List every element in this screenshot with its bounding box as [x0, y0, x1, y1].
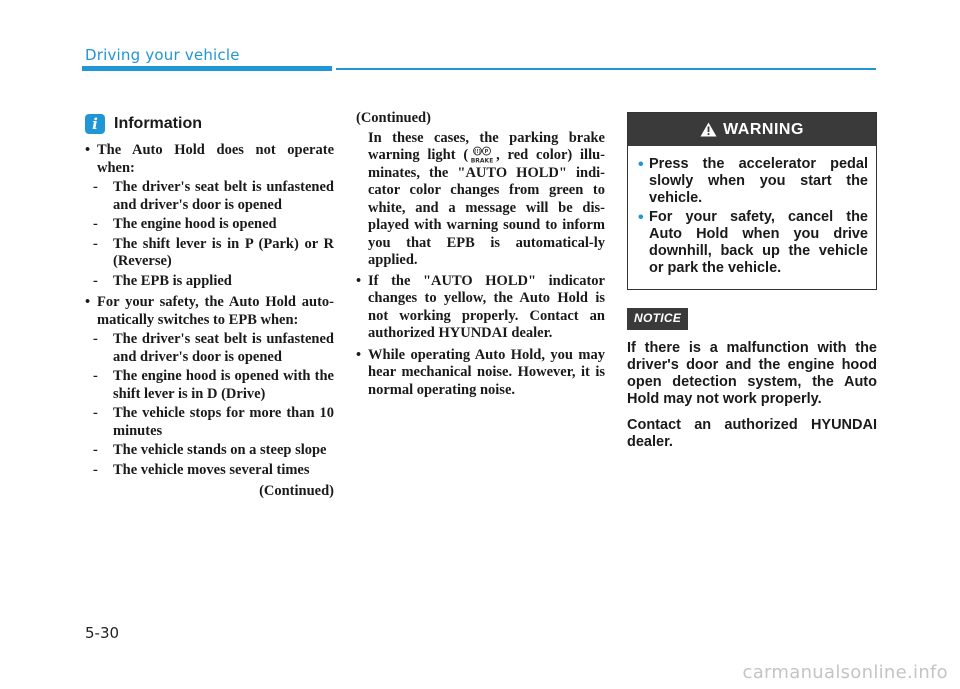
bullet-text: For your safety, the Auto Hold auto-matically switches to EPB when: [97, 294, 334, 328]
svg-text:P: P [484, 148, 489, 155]
bullet-text: If the "AUTO HOLD" indicator changes to yellow, the Auto Hold is not working properly. Contact an authorized HYUNDAI dealer. [368, 272, 605, 341]
brake-icon-label: BRAKE [470, 157, 494, 164]
column-1 [85, 114, 334, 501]
parking-brake-icon [469, 146, 495, 164]
sub-item [85, 405, 334, 440]
dash: - [93, 331, 98, 347]
sub-item-text: The vehicle moves several times [113, 461, 310, 478]
dash: - [93, 442, 98, 458]
warning-item-text: For your safety, cancel the Auto Hold when you drive downhill, back up the vehicle or park the vehicle. [649, 209, 868, 276]
sub-item [85, 273, 334, 291]
dash: - [93, 461, 98, 478]
bullet-dot: • [85, 142, 91, 158]
warning-item [638, 156, 868, 207]
warning-bullet: • [638, 156, 644, 173]
section-rule-thick [82, 66, 332, 71]
continued-marker: (Continued) [356, 110, 431, 126]
sub-item [85, 368, 334, 403]
warning-header [628, 113, 876, 146]
sub-item [85, 179, 334, 214]
warning-box [627, 112, 877, 290]
bullet-dot: • [356, 272, 362, 289]
sub-item-text: The engine hood is opened [113, 216, 277, 232]
sub-list [85, 179, 334, 290]
dash: - [93, 216, 98, 232]
bullet-dot: • [85, 294, 91, 310]
sub-item-text: The vehicle stands on a steep slope [113, 442, 327, 458]
section-rule-thin [336, 68, 876, 70]
dash: - [93, 179, 98, 195]
sub-item-text: The driver's seat belt is unfastened and driver's door is opened [113, 331, 334, 365]
bullet-item [356, 273, 605, 343]
continued-paragraph [356, 130, 605, 270]
sub-item-text: The engine hood is opened with the shift lever is in D (Drive) [113, 368, 334, 402]
notice-text [627, 340, 877, 451]
notice-paragraph: If there is a malfunction with the driver's door and the engine hood open detection system, the Auto Hold may not work properly. [627, 339, 877, 407]
sub-item [85, 216, 334, 234]
sub-item-text: The driver's seat belt is unfastened and driver's door is opened [113, 179, 334, 213]
sub-item [85, 331, 334, 366]
sub-item-text: The EPB is applied [113, 272, 232, 289]
bullet-text: The Auto Hold does not operate when: [97, 142, 334, 176]
info-icon: i [85, 114, 105, 134]
warning-item-text: Press the accelerator pedal slowly when you start the vehicle. [649, 156, 868, 206]
bullet-text: While operating Auto Hold, you may hear mechanical noise. However, it is normal operating noise. [368, 346, 605, 398]
warning-title: WARNING [723, 120, 804, 138]
sub-item-text: The shift lever is in P (Park) or R (Reverse) [113, 235, 334, 269]
warning-bullet: • [638, 209, 644, 226]
svg-text:(!): (!) [474, 148, 482, 155]
sub-item [85, 236, 334, 271]
warning-triangle-icon [700, 122, 717, 137]
bullet-item [85, 294, 334, 329]
section-title: Driving your vehicle [85, 46, 240, 64]
page-number: 5-30 [85, 624, 120, 642]
warning-item [638, 209, 868, 277]
bullet-item [356, 347, 605, 400]
sub-item-text: The vehicle stops for more than 10 minutes [113, 405, 334, 439]
sub-item [85, 442, 334, 460]
paragraph-text: , red color) illu-minates, the "AUTO HOLD" indi-cator color changes from green to white, and a message will be dis-played with warning sound to inform you that EPB is automatical-ly applied. [368, 147, 605, 268]
sub-item [85, 462, 334, 480]
paragraph-text: In these cases, the parking brake warning light ( [368, 129, 605, 163]
watermark: carmanualsonline.info [742, 662, 948, 683]
continued-marker: (Continued) [259, 483, 334, 499]
dash: - [93, 272, 98, 289]
warning-body [628, 146, 876, 289]
column-2 [356, 110, 605, 399]
bullet-item [85, 142, 334, 177]
sub-list [85, 331, 334, 479]
information-title: Information [114, 115, 202, 133]
dash: - [93, 368, 98, 384]
notice-paragraph: Contact an authorized HYUNDAI dealer. [627, 416, 877, 450]
dash: - [93, 235, 98, 252]
bullet-dot: • [356, 346, 362, 363]
notice-label: NOTICE [627, 308, 688, 330]
dash: - [93, 405, 98, 421]
column-3 [627, 112, 877, 460]
information-heading [85, 114, 334, 134]
